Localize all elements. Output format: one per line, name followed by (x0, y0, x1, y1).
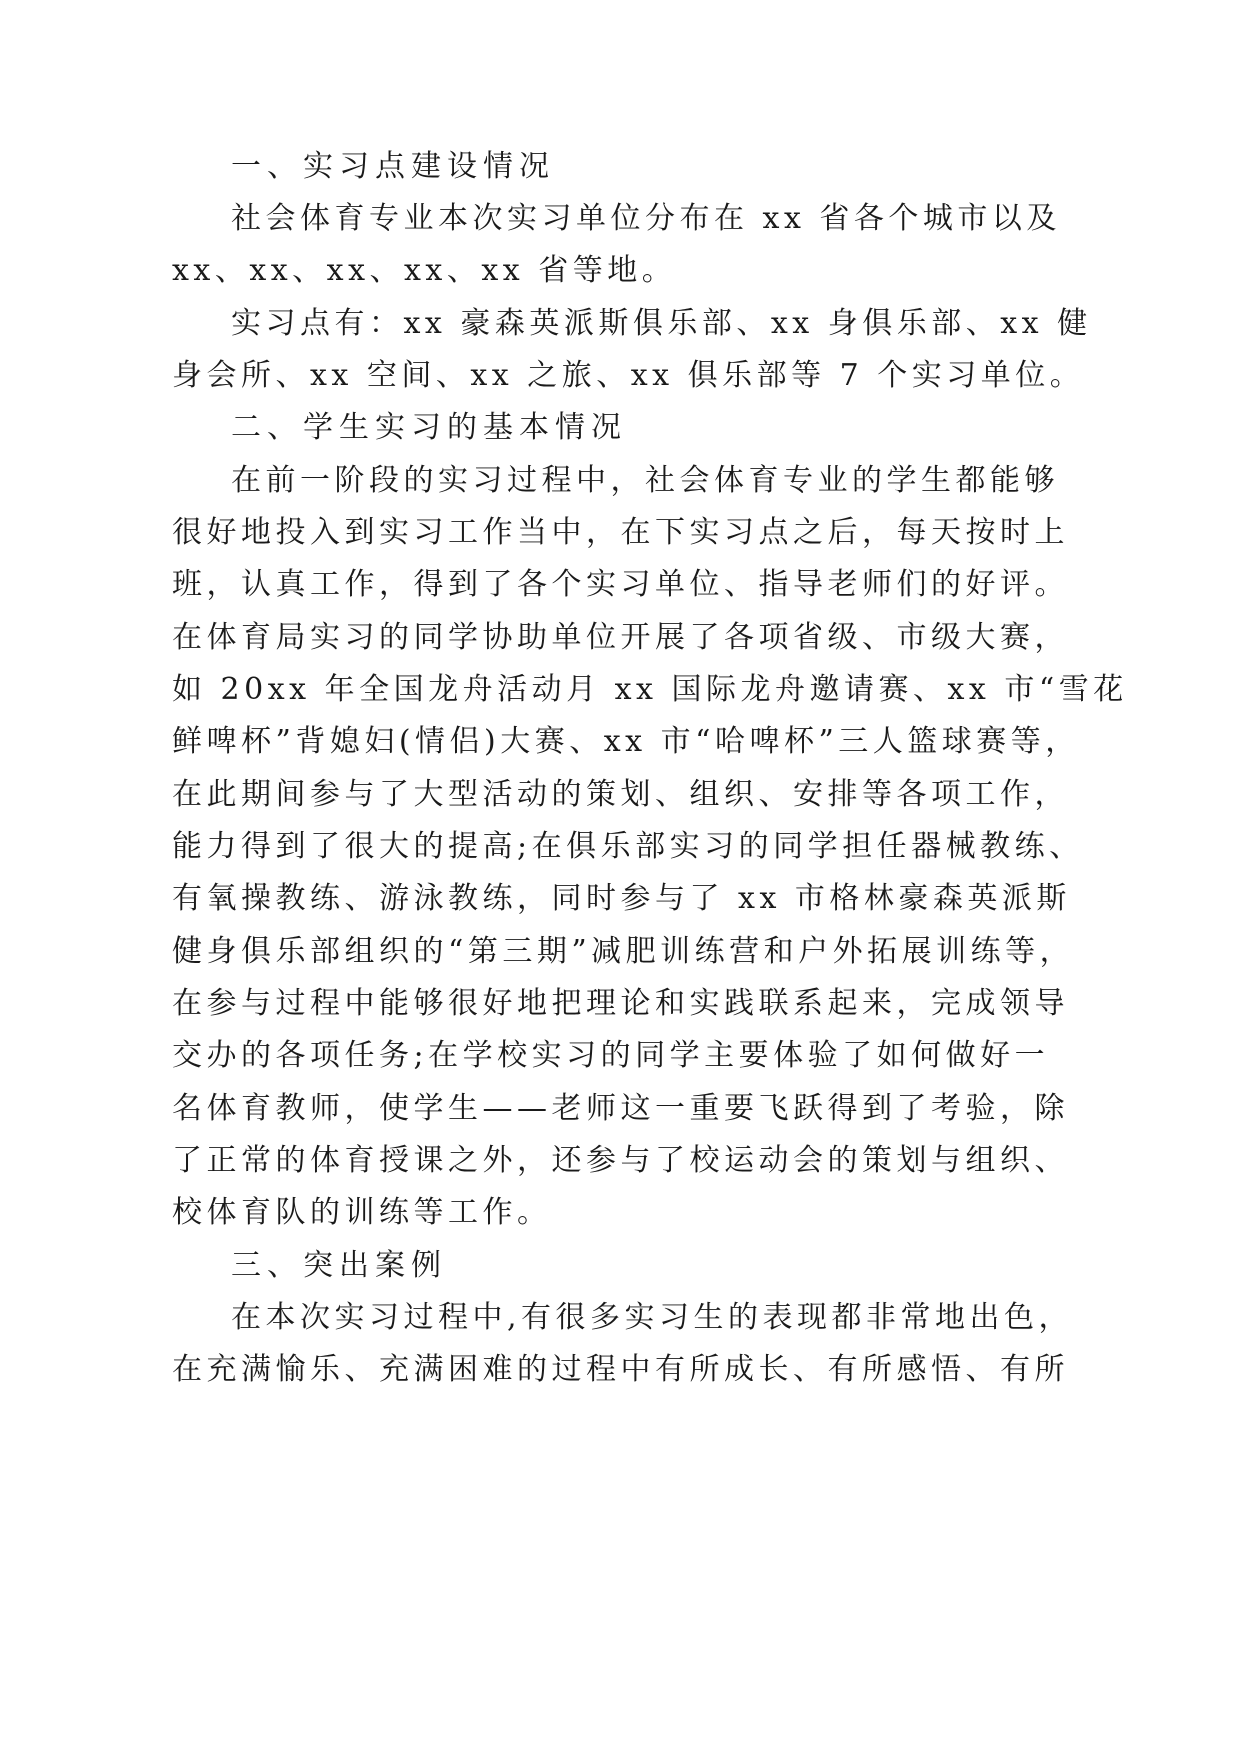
paragraph-line: 在体育局实习的同学协助单位开展了各项省级、市级大赛， (172, 620, 1069, 655)
paragraph-line: 如 20xx 年全国龙舟活动月 xx 国际龙舟邀请赛、xx 市“雪花 (172, 672, 1128, 707)
paragraph-line: 在充满愉乐、充满困难的过程中有所成长、有所感悟、有所 (172, 1352, 1069, 1387)
paragraph-line: 班，认真工作，得到了各个实习单位、指导老师们的好评。 (172, 567, 1069, 602)
paragraph-line: 交办的各项任务;在学校实习的同学主要体验了如何做好一 (172, 1038, 1050, 1073)
section-heading-3: 三、突出案例 (231, 1248, 447, 1283)
paragraph-line: 在前一阶段的实习过程中，社会体育专业的学生都能够 (231, 463, 1059, 498)
paragraph-line: 在参与过程中能够很好地把理论和实践联系起来，完成领导 (172, 986, 1069, 1021)
paragraph-line: 社会体育专业本次实习单位分布在 xx 省各个城市以及 (231, 201, 1061, 236)
paragraph-line: 身会所、xx 空间、xx 之旅、xx 俱乐部等 7 个实习单位。 (172, 358, 1085, 393)
paragraph-line: 了正常的体育授课之外，还参与了校运动会的策划与组织、 (172, 1143, 1069, 1178)
paragraph-line: 有氧操教练、游泳教练，同时参与了 xx 市格林豪森英派斯 (172, 881, 1071, 916)
paragraph-line: 很好地投入到实习工作当中，在下实习点之后，每天按时上 (172, 515, 1069, 550)
paragraph-line: 在本次实习过程中,有很多实习生的表现都非常地出色， (231, 1300, 1074, 1335)
paragraph-line: 在此期间参与了大型活动的策划、组织、安排等各项工作， (172, 777, 1069, 812)
paragraph-line: 鲜啤杯”背媳妇(情侣)大赛、xx 市“哈啤杯”三人篮球赛等， (172, 724, 1080, 759)
paragraph-line: 校体育队的训练等工作。 (172, 1195, 552, 1230)
section-heading-1: 一、实习点建设情况 (231, 149, 555, 184)
paragraph-line: 名体育教师，使学生——老师这一重要飞跃得到了考验，除 (172, 1091, 1069, 1126)
paragraph-line: 能力得到了很大的提高;在俱乐部实习的同学担任器械教练、 (172, 829, 1084, 864)
paragraph-line: 实习点有：xx 豪森英派斯俱乐部、xx 身俱乐部、xx 健 (231, 306, 1092, 341)
paragraph-line: 健身俱乐部组织的“第三期”减肥训练营和户外拓展训练等， (172, 934, 1075, 969)
paragraph-line: xx、xx、xx、xx、xx 省等地。 (172, 253, 677, 288)
section-heading-2: 二、学生实习的基本情况 (231, 410, 627, 445)
